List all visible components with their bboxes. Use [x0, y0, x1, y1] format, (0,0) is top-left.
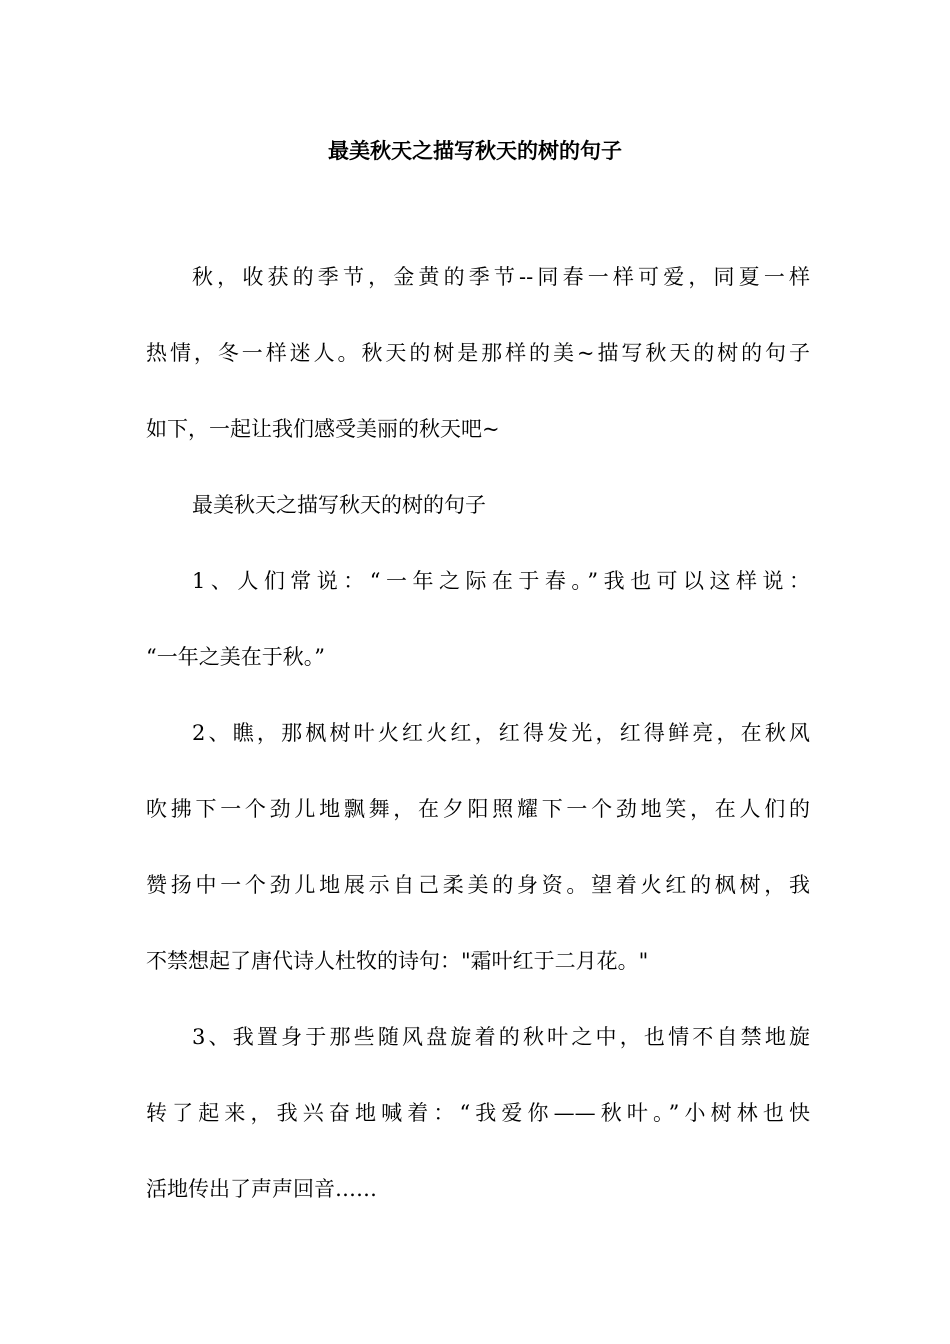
paragraph-sentence-3: [146, 1018, 810, 1208]
paragraph-line: 转了起来，我兴奋地喊着：“我爱你——秋叶。”小树林也快: [146, 1101, 810, 1125]
document-title: 最美秋天之描写秋天的树的句子: [328, 138, 622, 163]
paragraph-line: 秋，收获的季节，金黄的季节--同春一样可爱，同夏一样: [192, 265, 810, 289]
paragraph-line: 2、瞧，那枫树叶火红火红，红得发光，红得鲜亮，在秋风: [192, 721, 810, 745]
paragraph-subheading: [146, 486, 810, 524]
paragraph-line: “一年之美在于秋。”: [146, 645, 325, 669]
paragraph-sentence-2: [146, 714, 810, 980]
paragraph-line: 热情，冬一样迷人。秋天的树是那样的美~描写秋天的树的句子: [146, 341, 810, 365]
paragraph-line: 如下，一起让我们感受美丽的秋天吧~: [146, 417, 500, 441]
paragraph-line: 1、人们常说：“一年之际在于春。”我也可以这样说：: [192, 569, 810, 593]
paragraph-line: 最美秋天之描写秋天的树的句子: [192, 493, 486, 517]
paragraph-line: 赞扬中一个劲儿地展示自己柔美的身资。望着火红的枫树，我: [146, 873, 810, 897]
paragraph-line: 活地传出了声声回音……: [146, 1177, 377, 1201]
paragraph-line: 3、我置身于那些随风盘旋着的秋叶之中，也情不自禁地旋: [192, 1025, 810, 1049]
paragraph-sentence-1: [146, 562, 810, 676]
paragraph-intro: [146, 258, 810, 448]
paragraph-line: 不禁想起了唐代诗人杜牧的诗句："霜叶红于二月花。": [146, 949, 649, 973]
document-body: [146, 258, 810, 1246]
paragraph-line: 吹拂下一个劲儿地飘舞，在夕阳照耀下一个劲地笑，在人们的: [146, 797, 810, 821]
